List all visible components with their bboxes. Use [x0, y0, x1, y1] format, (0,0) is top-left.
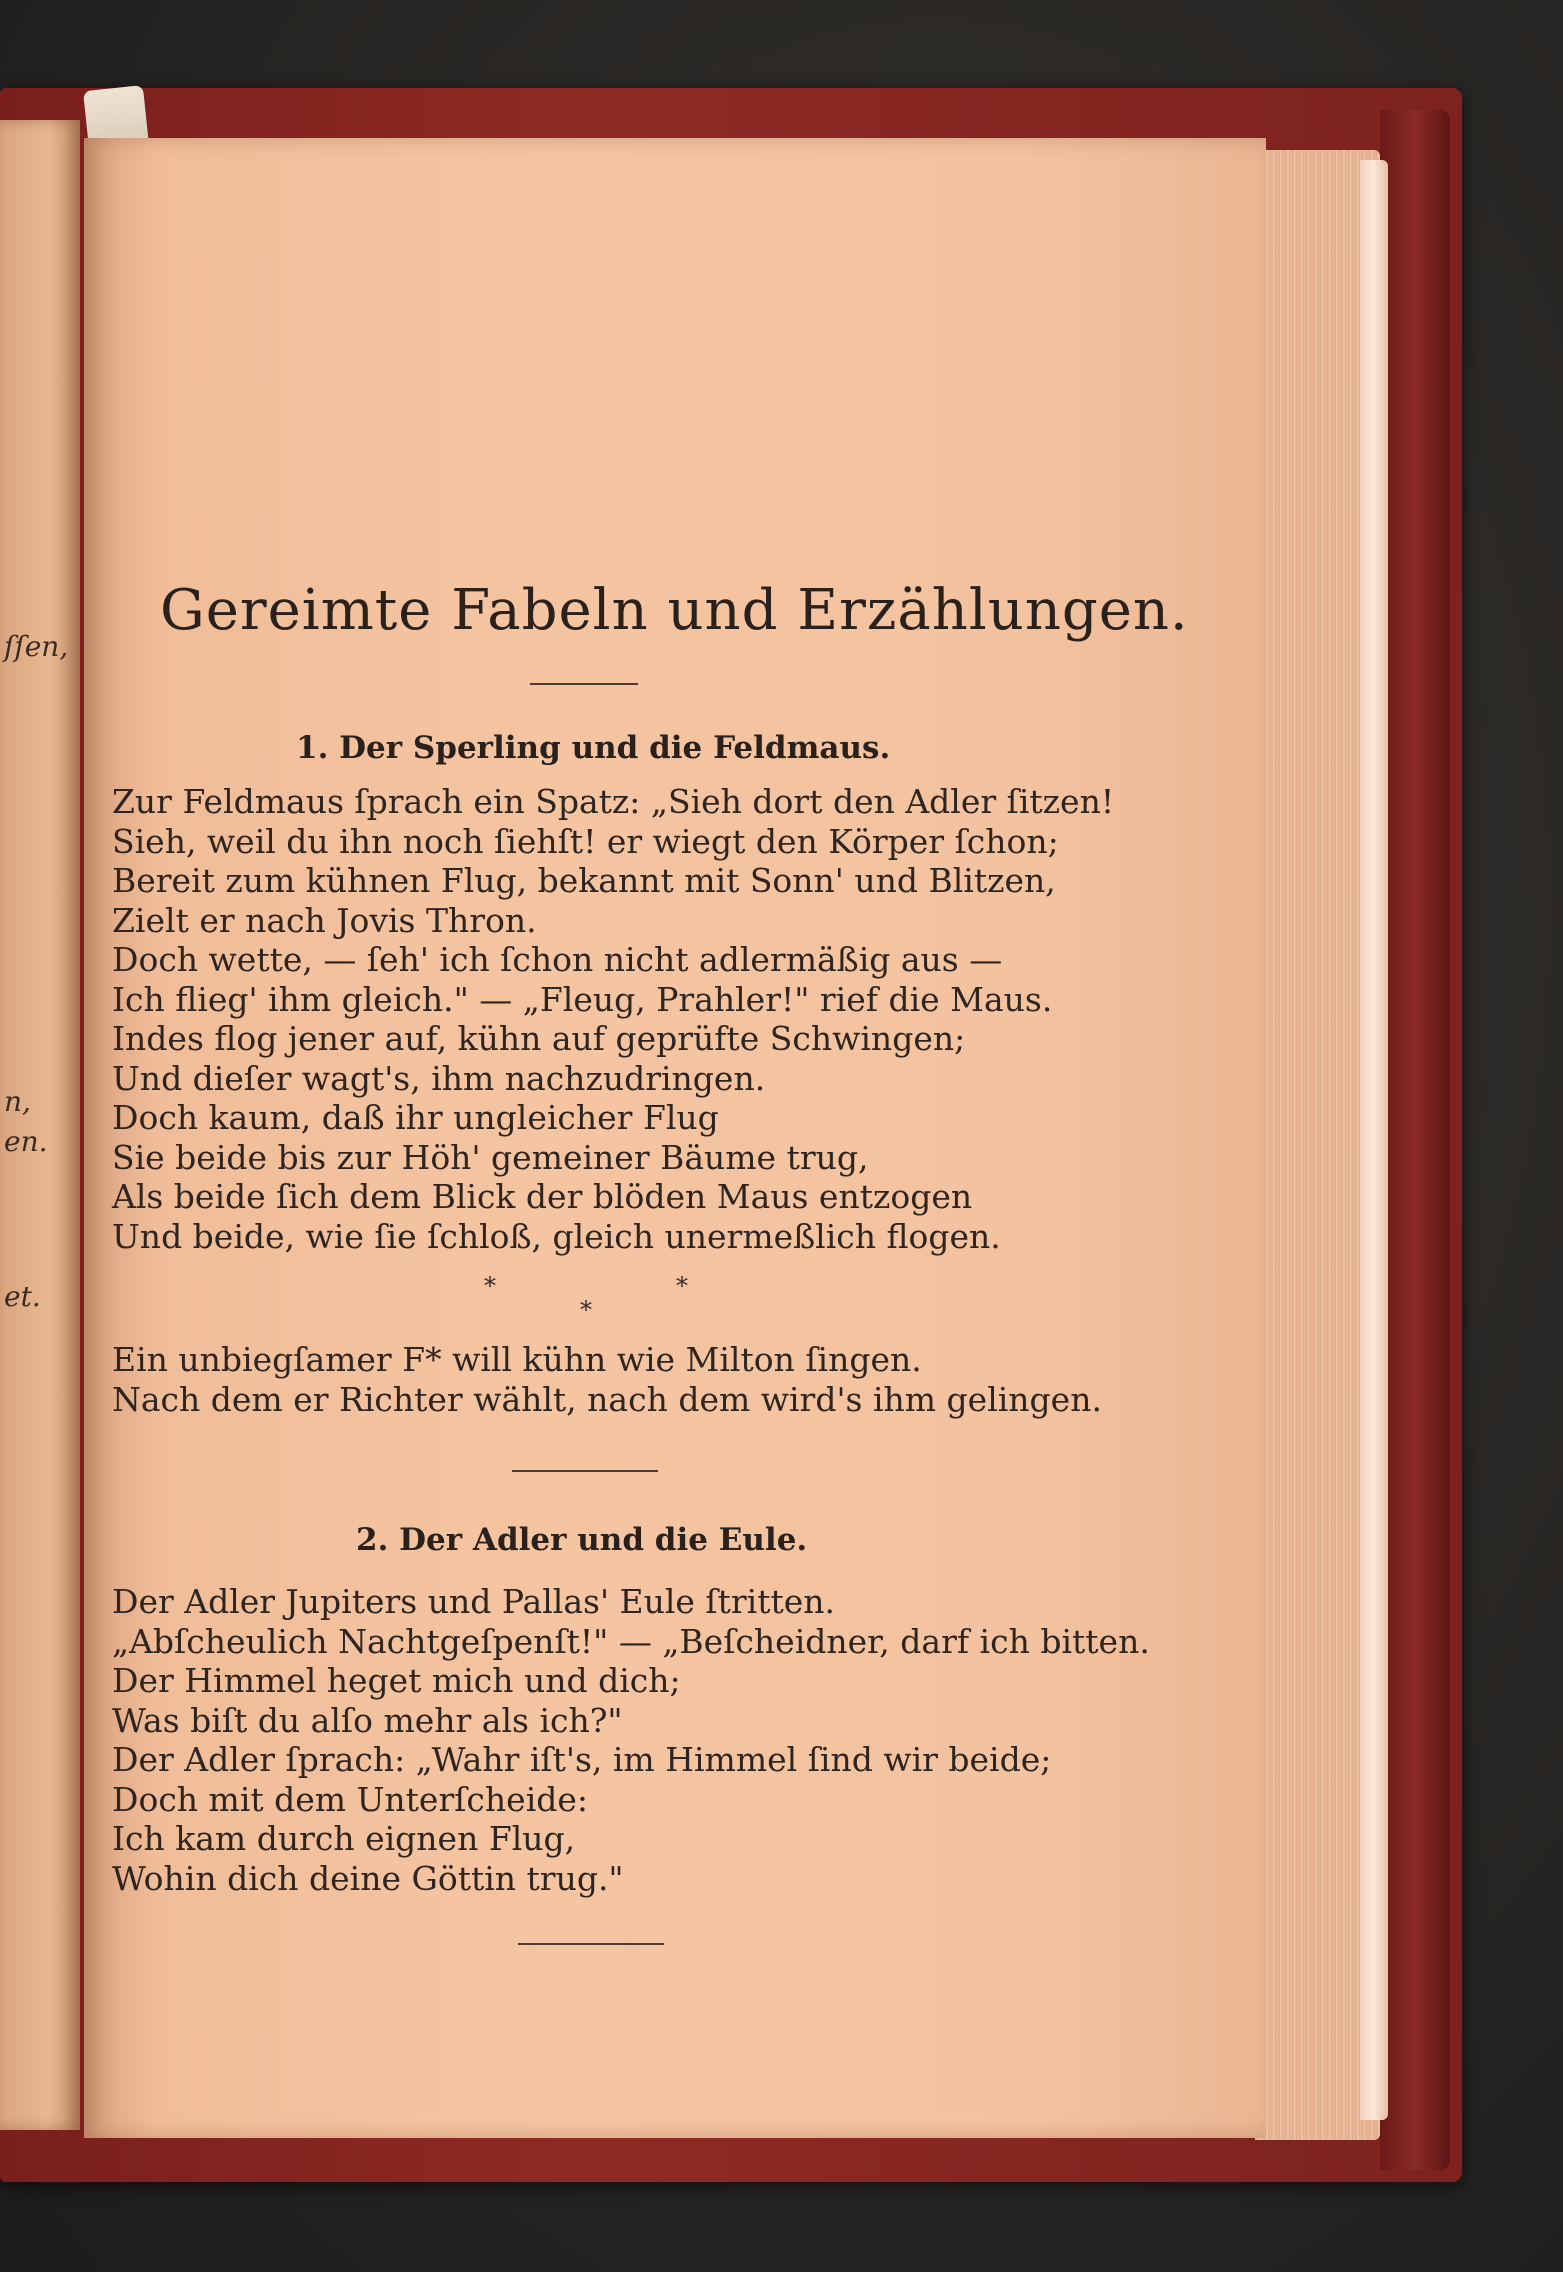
- asterism-star: *: [580, 1296, 592, 1324]
- verse-line: Der Himmel heget mich und dich;: [112, 1661, 681, 1700]
- verse-line: Der Adler ſprach: „Wahr iſt's, im Himmel ſind wir beide;: [112, 1740, 1052, 1779]
- left-page: [0, 120, 80, 2130]
- verse-line: Nach dem er Richter wählt, nach dem wird's ihm gelingen.: [112, 1379, 1102, 1419]
- asterism-star: *: [484, 1272, 496, 1300]
- verse-line: Sieh, weil du ihn noch ſiehſt! er wiegt den Körper ſchon;: [112, 821, 1059, 861]
- verse-line: Doch mit dem Unterſcheide:: [112, 1779, 589, 1819]
- left-page-fragment: n,: [4, 1085, 31, 1118]
- verse-line: Sie beide bis zur Höh' gemeiner Bäume trug,: [112, 1137, 869, 1177]
- title-divider: [530, 683, 638, 685]
- asterism-star: *: [676, 1272, 688, 1300]
- left-page-fragment: ſſen,: [4, 630, 69, 663]
- verse-line: Indes flog jener auf, kühn auf geprüfte Schwingen;: [112, 1019, 966, 1058]
- verse-line: Was biſt du alſo mehr als ich?": [112, 1700, 623, 1740]
- fable-1-moral: [112, 1340, 1102, 1419]
- verse-line: Doch kaum, daß ihr ungleicher Flug: [112, 1098, 719, 1137]
- book-cover-edge: [1380, 110, 1450, 2170]
- verse-line: Ein unbiegſamer F* will kühn wie Milton ſingen.: [112, 1340, 922, 1379]
- left-page-fragment: et.: [4, 1280, 41, 1313]
- verse-line: Ich kam durch eignen Flug,: [112, 1819, 576, 1858]
- verse-line: Und dieſer wagt's, ihm nachzudringen.: [112, 1058, 766, 1098]
- verse-line: Und beide, wie ſie ſchloß, gleich unermeßlich flogen.: [112, 1216, 1001, 1256]
- verse-line: Zielt er nach Jovis Thron.: [112, 900, 537, 940]
- verse-line: Bereit zum kühnen Flug, bekannt mit Sonn' und Blitzen,: [112, 861, 1056, 900]
- verse-line: „Abſcheulich Nachtgeſpenſt!" — „Beſcheidner, darf ich bitten.: [112, 1621, 1150, 1661]
- page-edges-light: [1360, 160, 1388, 2120]
- page-title: Gereimte Fabeln und Erzählungen.: [160, 578, 1189, 643]
- verse-line: Zur Feldmaus ſprach ein Spatz: „Sieh dort den Adler ſitzen!: [112, 782, 1115, 821]
- section-divider: [512, 1470, 658, 1472]
- fable-2-verses: [112, 1582, 1150, 1898]
- verse-line: Als beide ſich dem Blick der blöden Maus entzogen: [112, 1177, 973, 1216]
- end-divider: [518, 1943, 664, 1945]
- verse-line: Ich flieg' ihm gleich." — „Fleug, Prahler!" rief die Maus.: [112, 979, 1053, 1019]
- verse-line: Der Adler Jupiters und Pallas' Eule ſtritten.: [112, 1582, 836, 1621]
- verse-line: Wohin dich deine Göttin trug.": [112, 1858, 624, 1898]
- fable-2-heading: 2. Der Adler und die Eule.: [356, 1522, 808, 1558]
- left-page-fragment: en.: [4, 1125, 48, 1158]
- verse-line: Doch wette, — ſeh' ich ſchon nicht adlermäßig aus —: [112, 940, 1003, 979]
- fable-1-verses: [112, 782, 1114, 1256]
- fable-1-heading: 1. Der Sperling und die Feldmaus.: [296, 730, 891, 766]
